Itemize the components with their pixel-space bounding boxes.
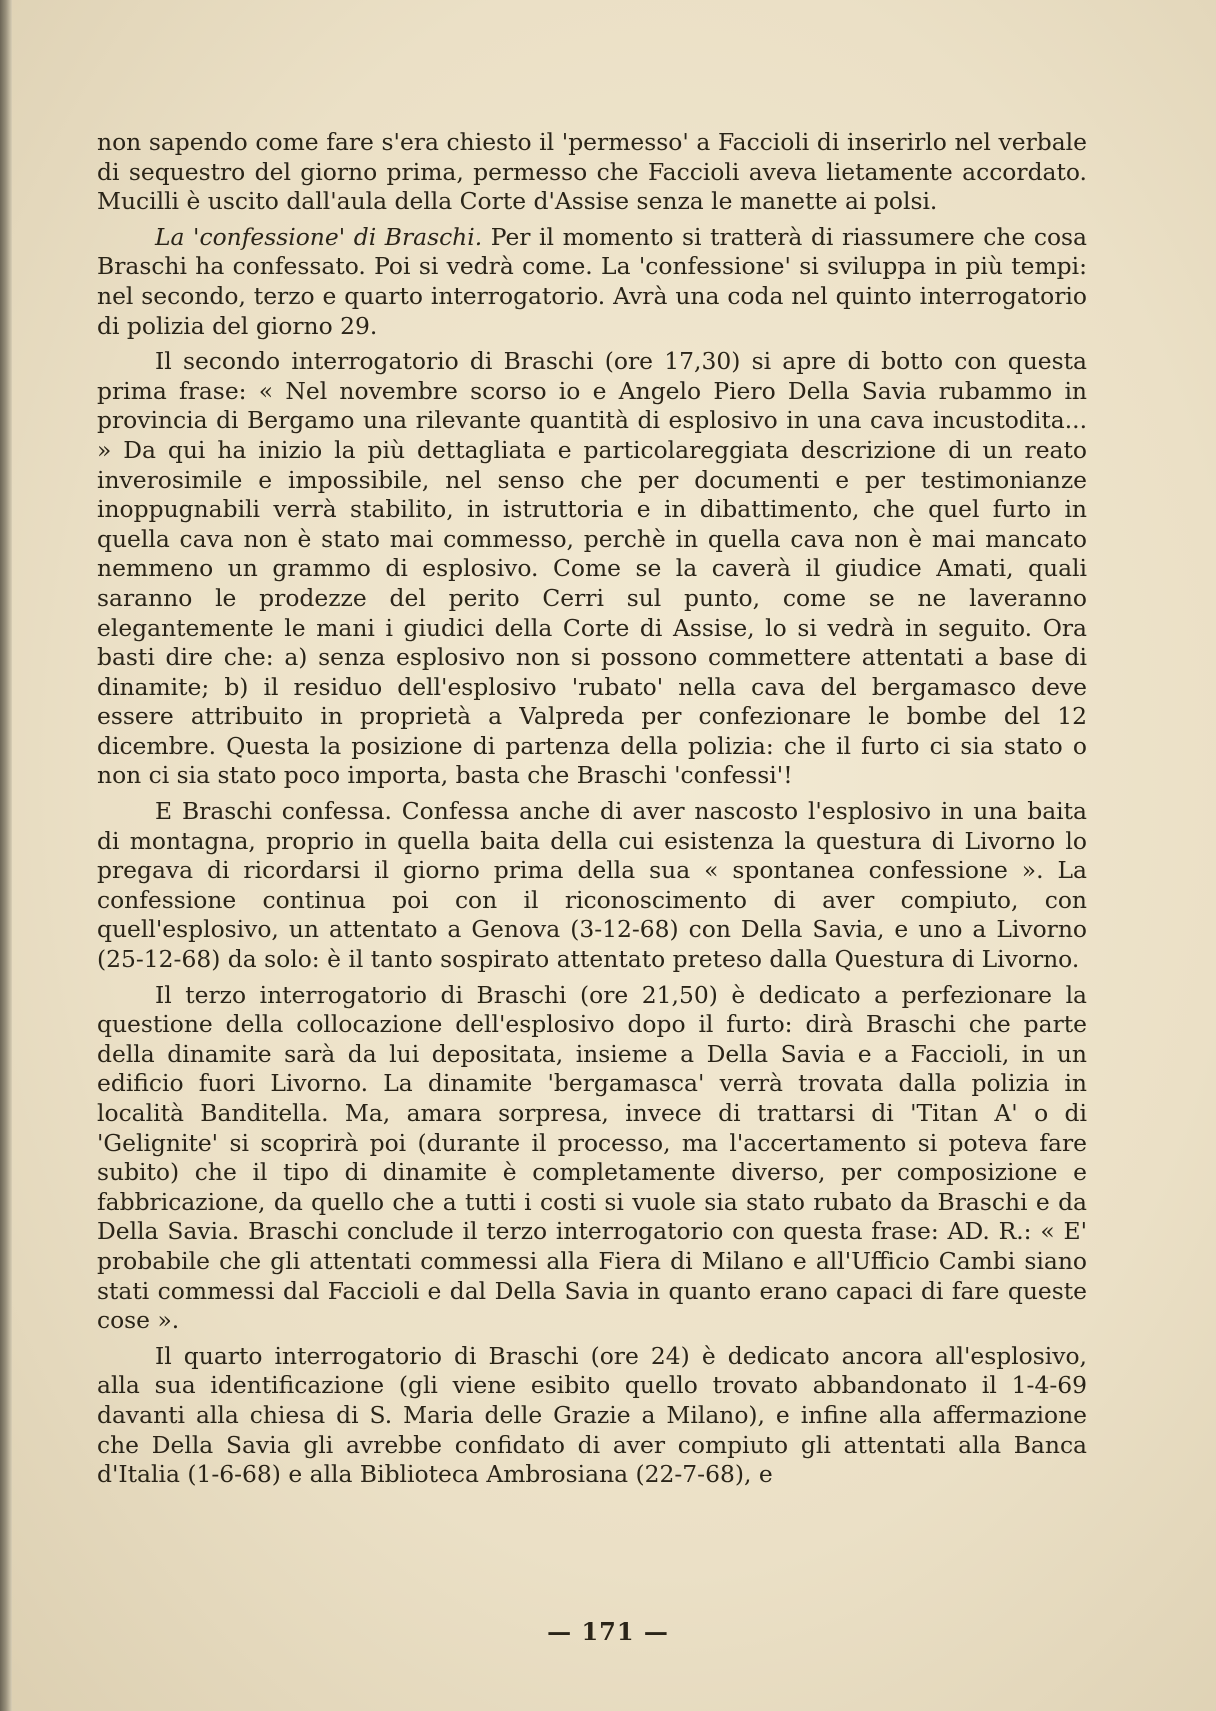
paragraph: E Braschi confessa. Confessa anche di aver nascosto l'esplosivo in una baita di montagna, proprio in quella baita della cui esistenza la questura di Livorno lo pregava di ricordarsi il giorno prima della sua « spontanea confessione ». La confessione continua poi con il riconoscimento di aver compiuto, con quell'esplosivo, un attentato a Genova (3-12-68) con Della Savia, e uno a Livorno (25-12-68) da solo: è il tanto sospirato attentato preteso dalla Questura di Livorno. (97, 797, 1087, 974)
body-text (97, 128, 1087, 1496)
paragraph: non sapendo come fare s'era chiesto il 'permesso' a Faccioli di inserirlo nel verbale di sequestro del giorno prima, permesso che Faccioli aveva lietamente accordato. Mucilli è uscito dall'aula della Corte d'Assise senza le manette ai polsi. (97, 128, 1087, 216)
section-heading: La 'confessione' di Braschi. (155, 222, 483, 251)
paragraph: Il quarto interrogatorio di Braschi (ore 24) è dedicato ancora all'esplosivo, alla sua identificazione (gli viene esibito quello trovato abbandonato il 1-4-69 davanti alla chiesa di S. Maria delle Grazie a Milano), e infine alla affermazione che Della Savia gli avrebbe confidato di aver compiuto gli attentati alla Banca d'Italia (1-6-68) e alla Biblioteca Ambrosiana (22-7-68), e (97, 1341, 1087, 1489)
page-number: — 171 — (547, 1617, 669, 1646)
paragraph-text: Per il momento si tratterà di riassumere che cosa Braschi ha confessato. Poi si vedrà come. La 'confessione' si sviluppa in più tempi: nel secondo, terzo e quarto interrogatorio. Avrà una coda nel quinto interrogatorio di polizia del giorno 29. (97, 222, 1088, 340)
page-binding-shadow (0, 0, 12, 1711)
paragraph: Il secondo interrogatorio di Braschi (ore 17,30) si apre di botto con questa prima frase: « Nel novembre scorso io e Angelo Piero Della Savia rubammo in provincia di Bergamo una rilevante quantità di esplosivo in una cava incustodita... » Da qui ha inizio la più dettagliata e particolareggiata descrizione di un reato inverosimile e impossibile, nel senso che per documenti e per testimonianze inoppugnabili verrà stabilito, in istruttoria e in dibattimento, che quel furto in quella cava non è stato mai commesso, perchè in quella cava non è mai mancato nemmeno un grammo di esplosivo. Come se la caverà il giudice Amati, quali saranno le prodezze del perito Cerri sul punto, come se ne laveranno elegantemente le mani i giudici della Corte di Assise, lo si vedrà in seguito. Ora basti dire che: a) senza esplosivo non si possono commettere attentati a base di dinamite; b) il residuo dell'esplosivo 'rubato' nella cava del bergamasco deve essere attribuito in proprietà a Valpreda per confezionare le bombe del 12 dicembre. Questa la posizione di partenza della polizia: che il furto ci sia stato o non ci sia stato poco importa, basta che Braschi 'confessi'! (97, 347, 1087, 790)
paragraph: Il terzo interrogatorio di Braschi (ore 21,50) è dedicato a perfezionare la questione della collocazione dell'esplosivo dopo il furto: dirà Braschi che parte della dinamite sarà da lui depositata, insieme a Della Savia e a Faccioli, in un edificio fuori Livorno. La dinamite 'bergamasca' verrà trovata dalla polizia in località Banditella. Ma, amara sorpresa, invece di trattarsi di 'Titan A' o di 'Gelignite' si scoprirà poi (durante il processo, ma l'accertamento si poteva fare subito) che il tipo di dinamite è completamente diverso, per composizione e fabbricazione, da quello che a tutti i costi si vuole sia stato rubato da Braschi e da Della Savia. Braschi conclude il terzo interrogatorio con questa frase: AD. R.: « E' probabile che gli attentati commessi alla Fiera di Milano e all'Ufficio Cambi siano stati commessi dal Faccioli e dal Della Savia in quanto erano capaci di fare queste cose ». (97, 980, 1087, 1335)
paragraph-with-heading (97, 223, 1087, 341)
